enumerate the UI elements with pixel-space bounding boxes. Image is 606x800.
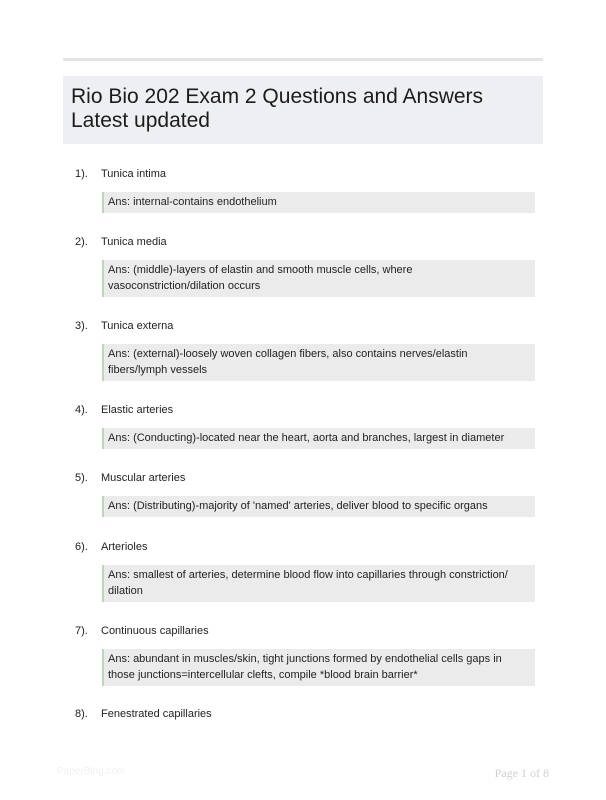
footer-watermark: PaperBlog.com (57, 766, 126, 777)
qa-item (63, 318, 543, 402)
question-number: 4). (75, 404, 88, 416)
question-text: Tunica externa (101, 320, 174, 332)
answer-box: Ans: smallest of arteries, determine blood flow into capillaries through constriction/ dilation (102, 565, 535, 602)
qa-item (63, 706, 543, 736)
qa-item (63, 402, 543, 470)
title-banner (63, 76, 543, 144)
qa-item (63, 623, 543, 706)
question-text: Continuous capillaries (101, 625, 209, 637)
document-title: Rio Bio 202 Exam 2 Questions and Answers Latest updated (71, 85, 484, 132)
answer-box: Ans: internal-contains endothelium (102, 192, 535, 213)
question-number: 1). (75, 168, 88, 180)
question-number: 5). (75, 472, 88, 484)
page-indicator: Page 1 of 8 (494, 766, 549, 780)
answer-box: Ans: (Conducting)-located near the heart, aorta and branches, largest in diameter (102, 428, 535, 449)
question-text: Tunica media (101, 236, 167, 248)
question-number: 6). (75, 541, 88, 553)
answer-box: Ans: abundant in muscles/skin, tight junctions formed by endothelial cells gaps in those junctions=intercellular clefts, compile *blood brain barrier* (102, 649, 535, 686)
question-text: Muscular arteries (101, 472, 186, 484)
question-number: 8). (75, 708, 88, 720)
qa-list (63, 166, 543, 736)
question-text: Fenestrated capillaries (101, 708, 212, 720)
qa-item (63, 166, 543, 234)
question-number: 7). (75, 625, 88, 637)
answer-box: Ans: (middle)-layers of elastin and smooth muscle cells, where vasoconstriction/dilation occurs (102, 260, 535, 297)
question-number: 2). (75, 236, 88, 248)
qa-item (63, 470, 543, 539)
answer-box: Ans: (external)-loosely woven collagen fibers, also contains nerves/elastin fibers/lymph vessels (102, 344, 535, 381)
question-number: 3). (75, 320, 88, 332)
qa-item (63, 539, 543, 623)
qa-item (63, 234, 543, 318)
question-text: Tunica intima (101, 168, 167, 180)
answer-box: Ans: (Distributing)-majority of 'named' arteries, deliver blood to specific organs (102, 496, 535, 517)
question-text: Arterioles (101, 541, 148, 553)
question-text: Elastic arteries (101, 404, 174, 416)
top-divider (63, 58, 543, 61)
